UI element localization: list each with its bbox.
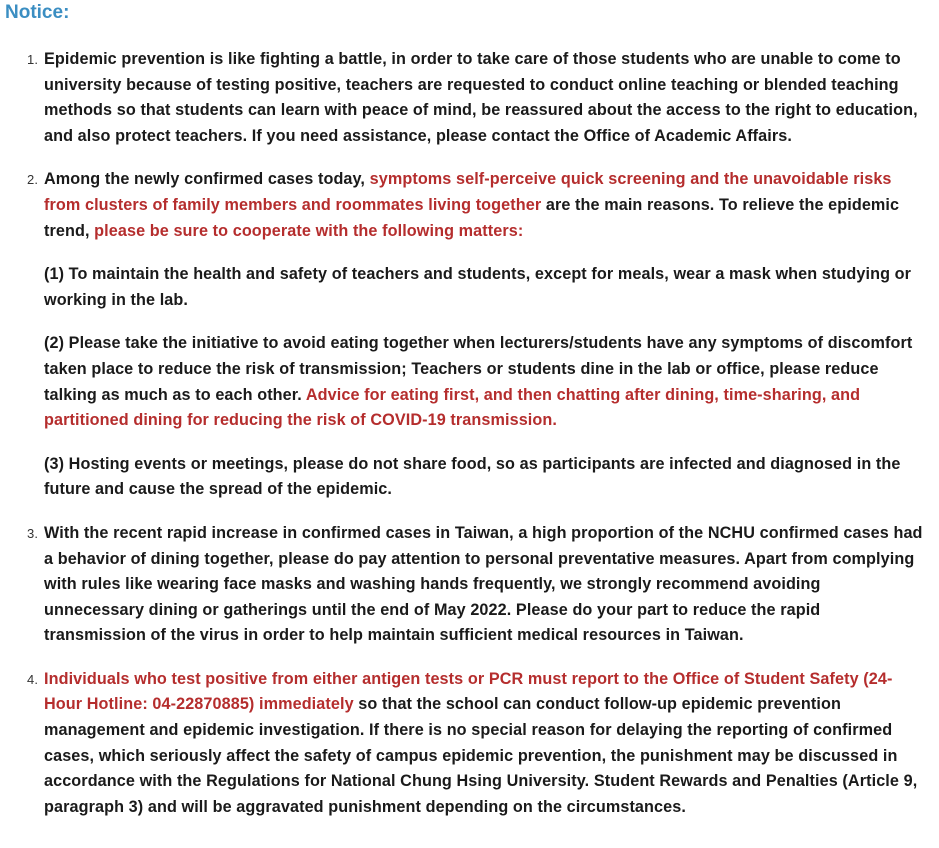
- item-intro: [44, 167, 924, 244]
- item-text: With the recent rapid increase in confirmed cases in Taiwan, a high proportion of the NCHU confirmed cases had a behavior of dining together, please do pay attention to personal preventative measures. Apart from complying with rules like wearing face masks and washing hands frequently, we strongly recommend avoiding unnecessary dining or gatherings until the end of May 2022. Please do your part to reduce the rapid transmission of the virus in order to help maintain sufficient medical resources in Taiwan.: [44, 523, 923, 645]
- notice-list: [27, 47, 924, 838]
- item-body: so that the school can conduct follow-up epidemic prevention management and epidemic investigation. If there is no special reason for delaying the reporting of confirmed cases, which seriously affect the safety of campus epidemic prevention, the punishment may be discussed in accordance with the Regulations for National Chung Hsing University. Student Rewards and Penalties (Article 9, paragraph 3) and will be aggravated punishment depending on the circumstances.: [44, 695, 918, 816]
- sub-item-2-highlight: Advice for eating first, and then chatting after dining, time-sharing, and partitioned dining for reducing the risk of COVID-19 transmission.: [44, 385, 861, 430]
- notice-item-3: [27, 521, 924, 649]
- intro-text-a: Among the newly confirmed cases today,: [44, 170, 370, 189]
- sub-item-2: [44, 331, 924, 433]
- item-highlight: Individuals who test positive from either antigen tests or PCR must report to the Office of Student Safety (24-Hour Hotline: 04-22870885) immediately: [44, 669, 893, 714]
- sub-item-2-text: (2) Please take the initiative to avoid eating together when lecturers/students have any symptoms of discomfort taken place to reduce the risk of transmission; Teachers or students dine in the lab or office, please reduce talking as much as to each other.: [44, 334, 913, 404]
- item-number: 4.: [27, 671, 39, 687]
- intro-text-b: are the main reasons. To relieve the epidemic trend,: [44, 195, 900, 240]
- intro-highlight-a: symptoms self-perceive quick screening and the unavoidable risks from clusters of family members and roommates living together: [44, 170, 892, 214]
- notice-item-4: [27, 667, 924, 821]
- notice-title: Notice:: [5, 2, 70, 23]
- sub-item-1: (1) To maintain the health and safety of teachers and students, except for meals, wear a mask when studying or working in the lab.: [44, 265, 912, 309]
- notice-item-1: [27, 47, 924, 149]
- notice-item-2: [27, 167, 924, 503]
- item-number: 1.: [27, 52, 39, 67]
- item-text: Epidemic prevention is like fighting a battle, in order to take care of those students who are unable to come to university because of testing positive, teachers are requested to conduct online teaching or blended teaching methods so that students can learn with peace of mind, be reassured about the access to the right to education, and also protect teachers. If you need assistance, please contact the Office of Academic Affairs.: [44, 50, 918, 145]
- item-number: 2.: [27, 172, 39, 188]
- intro-highlight-b: please be sure to cooperate with the following matters:: [94, 221, 524, 240]
- item-number: 3.: [27, 525, 39, 541]
- sub-item-3: (3) Hosting events or meetings, please do not share food, so as participants are infected and diagnosed in the future and cause the spread of the epidemic.: [44, 454, 901, 499]
- item-text: [44, 667, 924, 821]
